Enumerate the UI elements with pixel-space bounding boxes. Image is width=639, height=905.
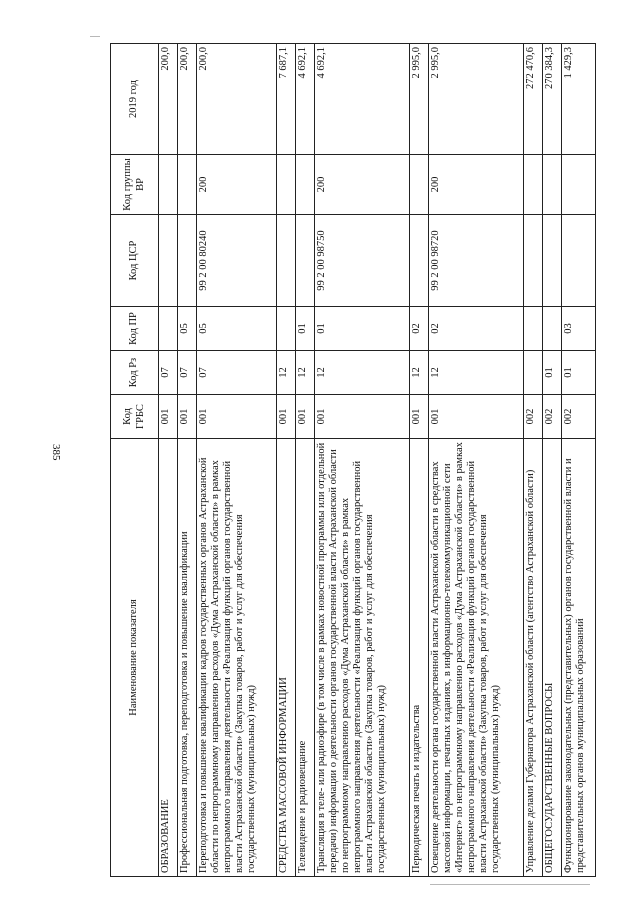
- row-amount: 7 687,1: [276, 44, 295, 155]
- header-name: Наименование показателя: [111, 439, 159, 877]
- row-pr: [542, 307, 561, 351]
- row-vr: [409, 155, 428, 215]
- row-csr: [276, 215, 295, 307]
- row-pr: 01: [295, 307, 314, 351]
- row-name: Периодическая печать и издательства: [409, 439, 428, 877]
- table-row: [196, 44, 276, 877]
- row-pr: 01: [314, 307, 409, 351]
- table-row: [177, 44, 196, 877]
- row-vr: [177, 155, 196, 215]
- row-vr: 200: [428, 155, 523, 215]
- row-pr: 05: [177, 307, 196, 351]
- row-rz: 07: [196, 351, 276, 395]
- row-csr: 99 2 00 98720: [428, 215, 523, 307]
- row-grbs: 002: [561, 395, 595, 439]
- row-name: СРЕДСТВА МАССОВОЙ ИНФОРМАЦИИ: [276, 439, 295, 877]
- row-name: Телевидение и радиовещание: [295, 439, 314, 877]
- row-rz: 07: [177, 351, 196, 395]
- row-amount: 4 692,1: [295, 44, 314, 155]
- row-csr: [523, 215, 542, 307]
- row-grbs: 002: [523, 395, 542, 439]
- row-vr: [561, 155, 595, 215]
- row-pr: [159, 307, 178, 351]
- row-vr: [542, 155, 561, 215]
- row-csr: [159, 215, 178, 307]
- table-row: [428, 44, 523, 877]
- row-name: Функционирование законодательных (представительных) органов государственной власти и представительных органов муниципальных образований: [561, 439, 595, 877]
- row-rz: [523, 351, 542, 395]
- row-grbs: 002: [542, 395, 561, 439]
- row-amount: 270 384,3: [542, 44, 561, 155]
- table-row: [295, 44, 314, 877]
- row-amount: 200,0: [196, 44, 276, 155]
- row-csr: [177, 215, 196, 307]
- row-vr: [523, 155, 542, 215]
- row-csr: [561, 215, 595, 307]
- row-amount: 2 995,0: [428, 44, 523, 155]
- row-csr: [409, 215, 428, 307]
- table-row: [159, 44, 178, 877]
- row-vr: 200: [314, 155, 409, 215]
- row-pr: 03: [561, 307, 595, 351]
- row-grbs: 001: [428, 395, 523, 439]
- header-vr: Код группы ВР: [111, 155, 159, 215]
- row-rz: 12: [314, 351, 409, 395]
- row-csr: 99 2 00 80240: [196, 215, 276, 307]
- table-row: [523, 44, 542, 877]
- row-csr: 99 2 00 98750: [314, 215, 409, 307]
- row-grbs: 001: [276, 395, 295, 439]
- row-rz: 12: [428, 351, 523, 395]
- page-number: 385: [50, 444, 62, 461]
- header-grbs: Код ГРБС: [111, 395, 159, 439]
- row-rz: 01: [542, 351, 561, 395]
- row-amount: 4 692,1: [314, 44, 409, 155]
- row-amount: 1 429,3: [561, 44, 595, 155]
- scan-artifact-line: [90, 36, 100, 37]
- row-rz: 01: [561, 351, 595, 395]
- row-name: Трансляция в теле- или радиоэфире (в том числе в рамках новостной программы или отдельной передачи) информации о деятельности органов государственной власти Астраханской области по непрограммному направлению расходов «Дума Астраханской области» в рамках непрограммного направления деятельности «Реализация функций органов государственной власти Астраханской области» (Закупка товаров, работ и услуг для обеспечения государственных (муниципальных) нужд): [314, 439, 409, 877]
- row-name: Профессиональная подготовка, переподготовка и повышение квалификации: [177, 439, 196, 877]
- table-row: [561, 44, 595, 877]
- row-rz: 12: [276, 351, 295, 395]
- row-pr: [523, 307, 542, 351]
- row-name: ОБЩЕГОСУДАРСТВЕННЫЕ ВОПРОСЫ: [542, 439, 561, 877]
- row-vr: 200: [196, 155, 276, 215]
- row-vr: [295, 155, 314, 215]
- row-grbs: 001: [159, 395, 178, 439]
- table-row: [409, 44, 428, 877]
- row-rz: 12: [295, 351, 314, 395]
- row-grbs: 001: [295, 395, 314, 439]
- row-vr: [276, 155, 295, 215]
- header-amount: 2019 год: [111, 44, 159, 155]
- row-csr: [295, 215, 314, 307]
- row-amount: 2 995,0: [409, 44, 428, 155]
- header-rz: Код Рз: [111, 351, 159, 395]
- row-pr: 02: [428, 307, 523, 351]
- header-pr: Код ПР: [111, 307, 159, 351]
- row-name: ОБРАЗОВАНИЕ: [159, 439, 178, 877]
- row-rz: 12: [409, 351, 428, 395]
- row-csr: [542, 215, 561, 307]
- header-csr: Код ЦСР: [111, 215, 159, 307]
- scan-artifact-line: [430, 884, 590, 885]
- row-grbs: 001: [314, 395, 409, 439]
- table-row: [314, 44, 409, 877]
- table-row: [542, 44, 561, 877]
- row-amount: 200,0: [159, 44, 178, 155]
- row-pr: [276, 307, 295, 351]
- table-header-row: [111, 44, 159, 877]
- row-rz: 07: [159, 351, 178, 395]
- row-name: Управление делами Губернатора Астраханской области (агентство Астраханской области): [523, 439, 542, 877]
- row-grbs: 001: [177, 395, 196, 439]
- row-pr: 05: [196, 307, 276, 351]
- row-amount: 272 470,6: [523, 44, 542, 155]
- table-row: [276, 44, 295, 877]
- rotated-table-container: [110, 44, 596, 877]
- row-name: Освещение деятельности органа государственной власти Астраханской области в средствах массовой информации, печатных изданиях, в информационно-телекоммуникационной сети «Интернет» по непрограммному направлению расходов «Дума Астраханской области» в рамках непрограммного направления деятельности «Реализация функций органов государственной власти Астраханской области» (Закупка товаров, работ и услуг для обеспечения государственных (муниципальных) нужд): [428, 439, 523, 877]
- row-grbs: 001: [409, 395, 428, 439]
- row-pr: 02: [409, 307, 428, 351]
- row-amount: 200,0: [177, 44, 196, 155]
- row-name: Переподготовка и повышение квалификации кадров государственных органов Астраханской области по непрограммному направлению расходов «Дума Астраханской области» в рамках непрограммного направления деятельности «Реализация функций органов государственной власти Астраханской области» (Закупка товаров, работ и услуг для обеспечения государственных (муниципальных) нужд): [196, 439, 276, 877]
- row-vr: [159, 155, 178, 215]
- row-grbs: 001: [196, 395, 276, 439]
- budget-table: [110, 43, 596, 877]
